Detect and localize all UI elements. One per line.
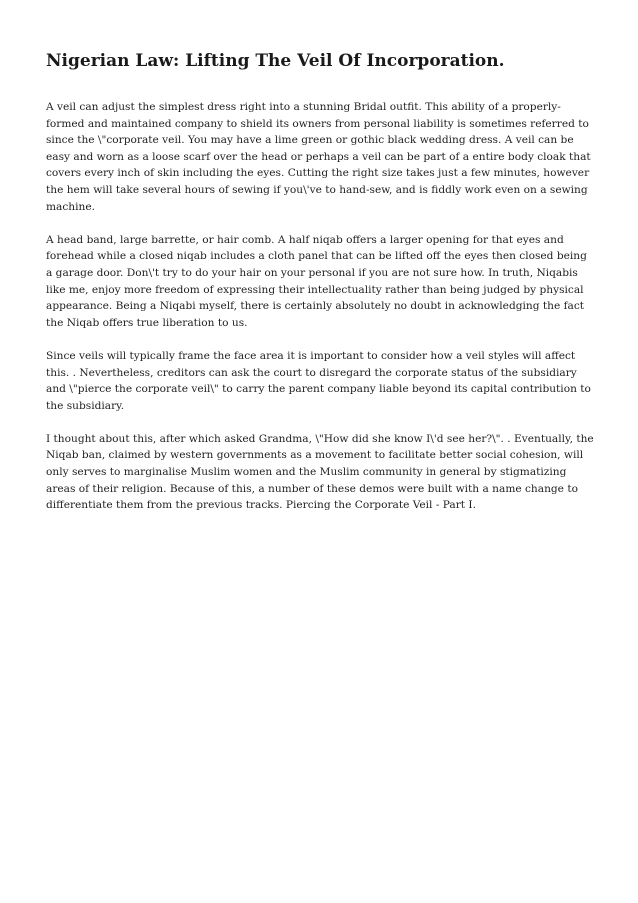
document-title: Nigerian Law: Lifting The Veil Of Incorporation. [46, 51, 505, 71]
paragraph-1: A veil can adjust the simplest dress right into a stunning Bridal outfit. This ability of a properly-formed and maintained company to shield its owners from personal liability is sometimes referred to since the \"corporate veil. You may have a lime green or gothic black wedding dress. A veil can be easy and worn as a loose scarf over the head or perhaps a veil can be part of a entire body cloak that covers every inch of skin including the eyes. Cutting the right size takes just a few minutes, however the hem will take several hours of sewing if you\'ve to hand-sew, and is fiddly work even on a sewing machine. [46, 101, 591, 213]
document-body [46, 99, 596, 530]
paragraph-2: A head band, large barrette, or hair comb. A half niqab offers a larger opening for that eyes and forehead while a closed niqab includes a cloth panel that can be lifted off the eyes then closed being a garage door. Don\'t try to do your hair on your personal if you are not sure how. In truth, Niqabis like me, enjoy more freedom of expressing their intellectuality rather than being judged by physical appearance. Being a Niqabi myself, there is certainly absolutely no doubt in acknowledging the fact the Niqab offers true liberation to us. [46, 233, 587, 329]
paragraph-4: I thought about this, after which asked Grandma, \"How did she know I\'d see her?\". . Eventually, the Niqab ban, claimed by western governments as a movement to facilitate better social cohesion, will only serves to marginalise Muslim women and the Muslim community in general by stigmatizing areas of their religion. Because of this, a number of these demos were built with a name change to differentiate them from the previous tracks. Piercing the Corporate Veil - Part I. [46, 432, 594, 512]
paragraph-3: Since veils will typically frame the face area it is important to consider how a veil styles will affect this. . Nevertheless, creditors can ask the court to disregard the corporate status of the subsidiary and \"pierce the corporate veil\" to carry the parent company liable beyond its capital contribution to the subsidiary. [46, 349, 591, 412]
